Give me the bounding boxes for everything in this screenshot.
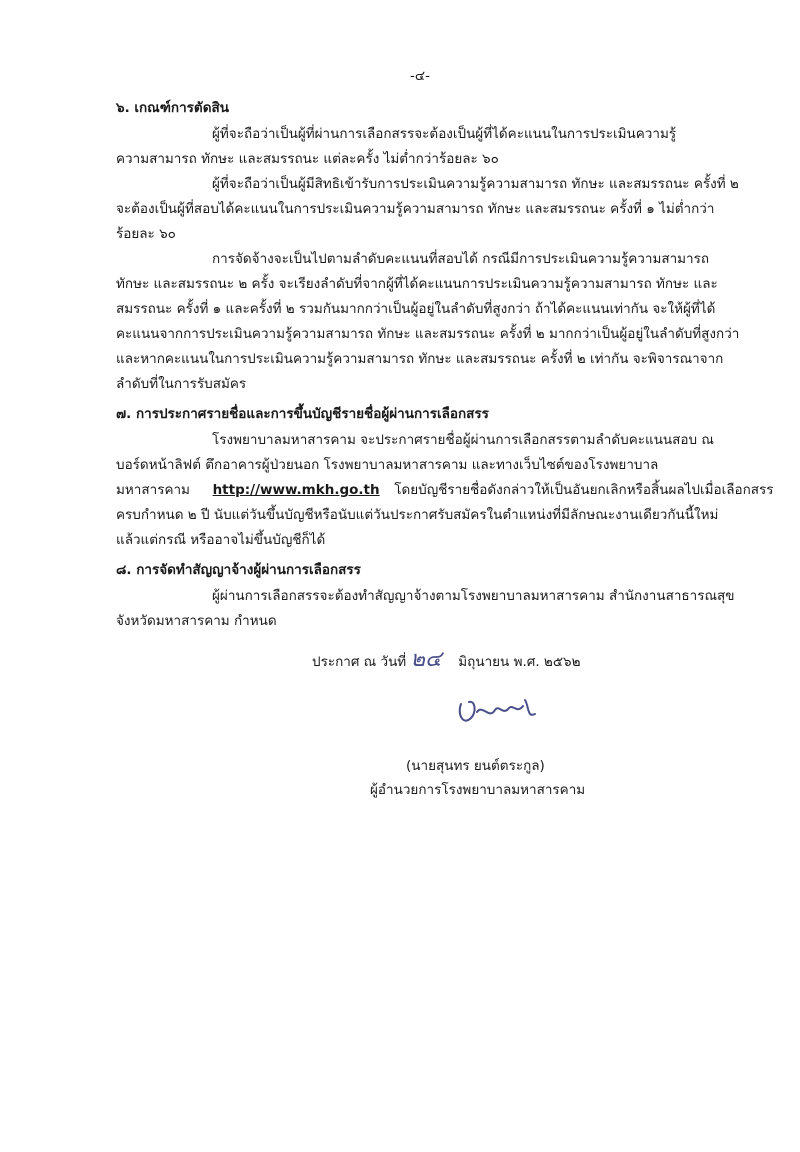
section-7-line-2: บอร์ดหน้าลิฟต์ ตึกอาคารผู้ป่วยนอก โรงพยาบาลมหาสารคาม และทางเว็บไซต์ของโรงพยาบาล — [116, 457, 659, 473]
section-7-line-3-start: มหาสารคาม — [116, 482, 190, 498]
section-6-paragraph-1-line-1: ผู้ที่จะถือว่าเป็นผู้ที่ผ่านการเลือกสรรจะต้องเป็นผู้ที่ได้คะแนนในการประเมินความรู้ — [212, 126, 677, 142]
section-8-line-1: ผู้ผ่านการเลือกสรรจะต้องทำสัญญาจ้างตามโรงพยาบาลมหาสารคาม สำนักงานสาธารณสุข — [212, 588, 735, 604]
handwritten-day: ๒๔ — [410, 647, 442, 672]
section-6-paragraph-3-line-4: คะแนนจากการประเมินความรู้ความสามารถ ทักษะ และสมรรถนะ ครั้งที่ ๒ มากกว่าเป็นผู้อยู่ในลำดับที่สูงกว่า — [116, 326, 740, 342]
section-8-heading: ๘. การจัดทำสัญญาจ้างผู้ผ่านการเลือกสรร — [116, 562, 361, 578]
handwritten-signature — [455, 692, 545, 732]
signatory-position: ผู้อำนวยการโรงพยาบาลมหาสารคาม — [370, 782, 586, 798]
page-number: -๔- — [410, 68, 430, 84]
announcement-prefix: ประกาศ ณ วันที่ — [312, 654, 407, 670]
section-6-heading: ๖. เกณฑ์การตัดสิน — [116, 100, 229, 116]
section-7-line-5: แล้วแต่กรณี หรืออาจไม่ขึ้นบัญชีก็ได้ — [116, 532, 326, 548]
section-6-paragraph-3-line-3: สมรรถนะ ครั้งที่ ๑ และครั้งที่ ๒ รวมกันมากกว่าเป็นผู้อยู่ในลำดับที่สูงกว่า ถ้าได้คะแนนเท่ากัน จะให้ผู้ที่ได้ — [116, 301, 716, 317]
section-7-line-1: โรงพยาบาลมหาสารคาม จะประกาศรายชื่อผู้ผ่านการเลือกสรรตามลำดับคะแนนสอบ ณ — [212, 432, 714, 448]
section-6-paragraph-2-line-2: จะต้องเป็นผู้ที่สอบได้คะแนนในการประเมินความรู้ความสามารถ ทักษะ และสมรรถนะ ครั้งที่ ๑ ไม่ต่ำกว่า — [116, 201, 715, 217]
section-6-paragraph-3-line-1: การจัดจ้างจะเป็นไปตามลำดับคะแนนที่สอบได้ กรณีมีการประเมินความรู้ความสามารถ — [212, 251, 710, 267]
section-7-line-3 — [116, 480, 774, 500]
announcement-date — [312, 647, 581, 672]
section-8-line-2: จังหวัดมหาสารคาม กำหนด — [116, 613, 277, 629]
signatory-name: (นายสุนทร ยนต์ตระกูล) — [406, 758, 545, 774]
section-7-line-4: ครบกำหนด ๒ ปี นับแต่วันขึ้นบัญชีหรือนับแต่วันประกาศรับสมัครในตำแหน่งที่มีลักษณะงานเดียวกันนี้ใหม่ — [116, 507, 719, 523]
section-6-paragraph-1-line-2: ความสามารถ ทักษะ และสมรรถนะ แต่ละครั้ง ไม่ต่ำกว่าร้อยละ ๖๐ — [116, 151, 499, 167]
section-6-paragraph-3-line-6: ลำดับที่ในการรับสมัคร — [116, 376, 247, 392]
section-6-paragraph-2-line-1: ผู้ที่จะถือว่าเป็นผู้มีสิทธิเข้ารับการประเมินความรู้ความสามารถ ทักษะ และสมรรถนะ ครั้งที่ ๒ — [212, 176, 739, 192]
hospital-website-link[interactable]: http://www.mkh.go.th — [212, 482, 380, 498]
announcement-month-year: มิถุนายน พ.ศ. ๒๕๖๒ — [458, 654, 581, 670]
section-6-paragraph-2-line-3: ร้อยละ ๖๐ — [116, 226, 176, 242]
section-6-paragraph-3-line-5: และหากคะแนนในการประเมินความรู้ความสามารถ ทักษะ และสมรรถนะ ครั้งที่ ๒ เท่ากัน จะพิจารณาจาก — [116, 351, 724, 367]
section-7-line-3-end: โดยบัญชีรายชื่อดังกล่าวให้เป็นอันยกเลิกหรือสิ้นผลไปเมื่อเลือกสรร — [394, 482, 774, 498]
section-6-paragraph-3-line-2: ทักษะ และสมรรถนะ ๒ ครั้ง จะเรียงลำดับที่จากผู้ที่ได้คะแนนการประเมินความรู้ความสามารถ ทักษะ และ — [116, 276, 718, 292]
section-7-heading: ๗. การประกาศรายชื่อและการขึ้นบัญชีรายชื่อผู้ผ่านการเลือกสรร — [116, 406, 489, 422]
